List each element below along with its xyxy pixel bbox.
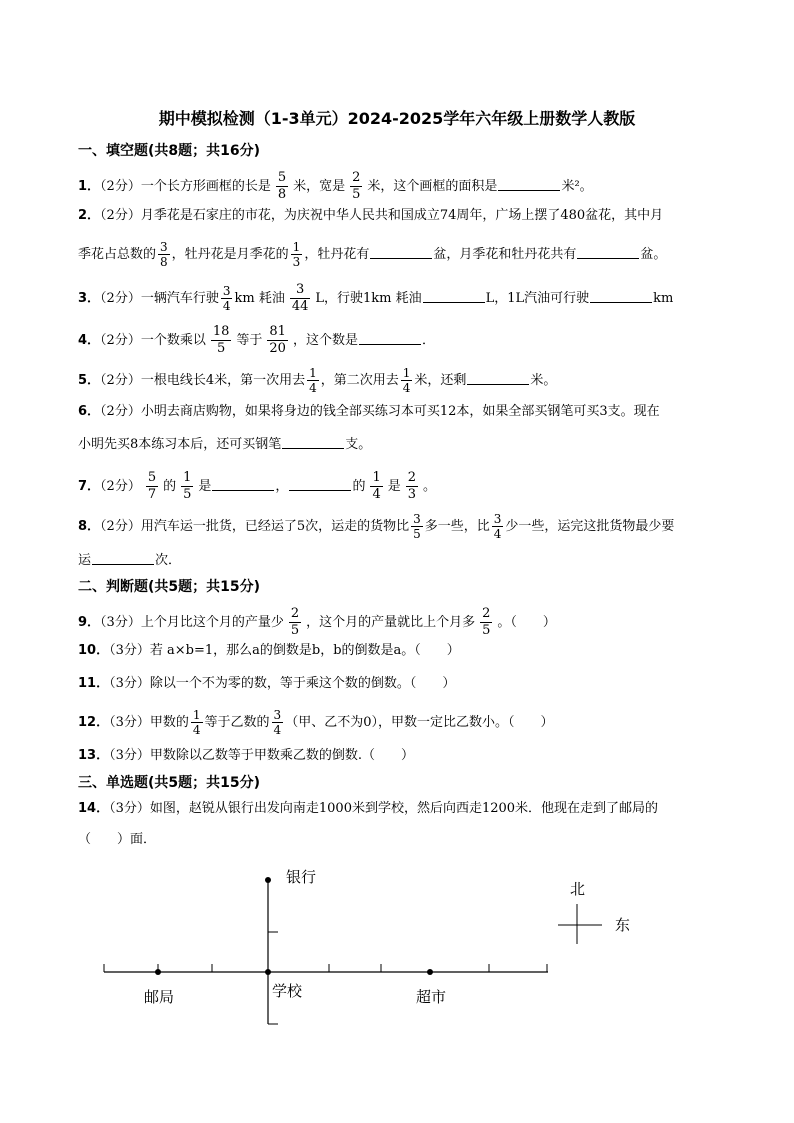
fraction bbox=[181, 470, 193, 503]
answer-blank[interactable] bbox=[498, 176, 560, 191]
question-text: 盆。 bbox=[640, 247, 667, 262]
numerator: 3 bbox=[493, 512, 502, 526]
fraction bbox=[211, 324, 232, 357]
question-score: （3分） bbox=[109, 676, 150, 691]
question-number: 2． bbox=[78, 208, 101, 223]
question-score: （2分） bbox=[100, 291, 141, 306]
answer-blank[interactable] bbox=[212, 476, 274, 491]
denominator: 8 bbox=[277, 187, 287, 202]
question-text: ． bbox=[421, 333, 435, 348]
post-office-label: 邮局 bbox=[144, 988, 175, 1006]
question-text: 多一些，比 bbox=[424, 519, 490, 534]
denominator: 20 bbox=[269, 341, 286, 356]
supermarket-label: 超市 bbox=[416, 988, 447, 1006]
answer-blank[interactable] bbox=[359, 330, 421, 345]
direction-diagram bbox=[100, 860, 660, 1030]
question-score: （2分） bbox=[100, 208, 141, 223]
question-14-line-1 bbox=[78, 799, 658, 819]
question-text: 。 bbox=[423, 479, 437, 494]
question-score: （2分） bbox=[100, 333, 141, 348]
bank-label: 银行 bbox=[286, 868, 317, 886]
question-text: ， bbox=[275, 479, 289, 494]
question-text: 米。 bbox=[530, 373, 557, 388]
question-3 bbox=[78, 282, 673, 315]
page-title: 期中模拟检测（1-3单元）2024-2025学年六年级上册数学人教版 bbox=[158, 109, 636, 128]
question-text: 运 bbox=[78, 553, 92, 568]
question-number: 13． bbox=[78, 748, 110, 763]
question-text: 的 bbox=[352, 479, 366, 494]
question-text: 米，还剩 bbox=[414, 373, 467, 388]
question-text: 盆，月季花和牡丹花共有 bbox=[433, 247, 577, 262]
numerator: 1 bbox=[309, 366, 317, 380]
numerator: 3 bbox=[273, 708, 282, 722]
denominator: 5 bbox=[352, 187, 361, 202]
question-score: （2分） bbox=[100, 519, 141, 534]
numerator: 1 bbox=[402, 366, 411, 380]
denominator: 4 bbox=[309, 381, 317, 395]
denominator: 4 bbox=[222, 299, 231, 313]
question-8-line-2 bbox=[78, 550, 181, 571]
numerator: 5 bbox=[147, 470, 157, 485]
question-text: （ ）面． bbox=[78, 832, 157, 847]
answer-blank[interactable] bbox=[577, 244, 639, 259]
fraction bbox=[221, 284, 233, 313]
question-text: 除以一个不为零的数，等于乘这个数的倒数。（ ） bbox=[149, 676, 456, 691]
question-text: km 耗油 bbox=[234, 291, 285, 306]
question-text: 等于乙数的 bbox=[204, 715, 270, 730]
question-text: L，行驶1km 耗油 bbox=[315, 291, 422, 306]
denominator: 5 bbox=[183, 487, 192, 502]
question-text: 是 bbox=[198, 479, 212, 494]
question-6-line-1 bbox=[78, 402, 660, 422]
question-text: 若 a×b=1，那么a的倒数是b，b的倒数是a。（ ） bbox=[149, 643, 460, 658]
numerator: 5 bbox=[277, 170, 287, 185]
fraction bbox=[307, 366, 319, 395]
fraction bbox=[267, 324, 288, 357]
question-14-line-2 bbox=[78, 830, 156, 850]
question-text: 用汽车运一批货，已经运了5次，运走的货物比 bbox=[140, 519, 410, 534]
answer-blank[interactable] bbox=[370, 244, 432, 259]
question-text: 月季花是石家庄的市花，为庆祝中华人民共和国成立74周年，广场上摆了480盆花，其中月 bbox=[140, 208, 664, 223]
fraction bbox=[370, 470, 382, 503]
question-text: 甲数的 bbox=[149, 715, 189, 730]
numerator: 1 bbox=[192, 708, 201, 722]
question-11 bbox=[78, 674, 455, 694]
numerator: 1 bbox=[183, 470, 192, 485]
question-13 bbox=[78, 746, 414, 766]
numerator: 3 bbox=[290, 282, 311, 299]
question-text: 一个数乘以 bbox=[140, 333, 206, 348]
question-number: 7． bbox=[78, 479, 101, 494]
fraction bbox=[350, 170, 362, 203]
question-4 bbox=[78, 324, 435, 357]
question-number: 8． bbox=[78, 519, 101, 534]
numerator: 2 bbox=[290, 606, 300, 621]
answer-blank[interactable] bbox=[467, 370, 529, 385]
question-text: 是 bbox=[387, 479, 401, 494]
fraction bbox=[411, 512, 423, 541]
question-score: （3分） bbox=[109, 801, 150, 816]
question-text: km bbox=[653, 291, 674, 306]
question-score: （2分） bbox=[100, 404, 141, 419]
numerator: 18 bbox=[212, 324, 230, 339]
question-number: 6． bbox=[78, 404, 101, 419]
question-score: （2分） bbox=[100, 479, 141, 494]
fraction bbox=[291, 240, 303, 269]
question-text: 米，这个画框的面积是 bbox=[367, 179, 498, 194]
question-text: 小明去商店购物，如果将身边的钱全部买练习本可买12本，如果全部买钢笔可买3支。现在 bbox=[140, 404, 660, 419]
question-number: 1． bbox=[78, 179, 101, 194]
numerator: 81 bbox=[269, 324, 286, 339]
bank-point bbox=[265, 877, 271, 883]
denominator: 3 bbox=[407, 487, 417, 502]
question-text: ，牡丹花有 bbox=[304, 247, 370, 262]
fraction bbox=[272, 708, 284, 737]
question-text: 米²。 bbox=[561, 179, 593, 194]
question-text: 次． bbox=[155, 553, 182, 568]
school-label: 学校 bbox=[272, 982, 303, 1000]
question-number: 14． bbox=[78, 801, 110, 816]
fraction bbox=[406, 470, 418, 503]
numerator: 3 bbox=[222, 284, 231, 298]
question-number: 11． bbox=[78, 676, 110, 691]
answer-blank[interactable] bbox=[92, 550, 154, 565]
denominator: 4 bbox=[493, 527, 502, 541]
question-text: 支。 bbox=[345, 437, 372, 452]
question-score: （2分） bbox=[100, 179, 141, 194]
section-heading-fill-in: 一、填空题(共8题；共16分) bbox=[78, 143, 261, 159]
question-score: （3分） bbox=[109, 748, 150, 763]
question-10 bbox=[78, 641, 460, 661]
question-text: 一个长方形画框的长是 bbox=[140, 179, 271, 194]
numerator: 2 bbox=[407, 470, 417, 485]
denominator: 5 bbox=[413, 527, 421, 541]
denominator: 5 bbox=[290, 623, 300, 638]
numerator: 3 bbox=[413, 512, 421, 526]
post-office-point bbox=[155, 969, 161, 975]
question-number: 12． bbox=[78, 715, 110, 730]
question-text: 米，宽是 bbox=[293, 179, 346, 194]
numerator: 1 bbox=[372, 470, 381, 485]
question-text: L，1L汽油可行驶 bbox=[485, 291, 590, 306]
question-number: 5． bbox=[78, 373, 101, 388]
fraction bbox=[191, 708, 203, 737]
question-number: 3． bbox=[78, 291, 101, 306]
question-text: 的 bbox=[163, 479, 177, 494]
fraction bbox=[401, 366, 413, 395]
answer-blank[interactable] bbox=[590, 288, 652, 303]
question-text: 一辆汽车行驶 bbox=[140, 291, 219, 306]
question-text: 等于 bbox=[236, 333, 263, 348]
question-12 bbox=[78, 708, 553, 737]
question-text: ，牡丹花是月季花的 bbox=[171, 247, 289, 262]
question-text: 甲数除以乙数等于甲数乘乙数的倒数.（ ） bbox=[149, 748, 415, 763]
numerator: 2 bbox=[352, 170, 361, 185]
numerator: 1 bbox=[292, 240, 301, 254]
denominator: 3 bbox=[292, 255, 301, 269]
question-text: 小明先买8本练习本后，还可买钢笔 bbox=[78, 437, 282, 452]
question-text: 如图，赵锐从银行出发向南走1000米到学校，然后向西走1200米．他现在走到了邮局的 bbox=[149, 801, 659, 816]
question-text: （甲、乙不为0），甲数一定比乙数小。（ ） bbox=[285, 715, 554, 730]
question-number: 10． bbox=[78, 643, 110, 658]
fraction bbox=[480, 606, 492, 639]
denominator: 4 bbox=[402, 381, 411, 395]
fraction bbox=[146, 470, 158, 503]
answer-blank[interactable] bbox=[282, 434, 344, 449]
section-heading-true-false: 二、判断题(共5题；共15分) bbox=[78, 579, 261, 595]
denominator: 4 bbox=[192, 723, 201, 737]
question-score: （3分） bbox=[109, 643, 150, 658]
denominator: 44 bbox=[291, 299, 309, 314]
question-text: 少一些，运完这批货物最少要 bbox=[505, 519, 675, 534]
question-score: （3分） bbox=[109, 715, 150, 730]
fraction bbox=[289, 606, 301, 639]
fraction bbox=[492, 512, 504, 541]
question-5 bbox=[78, 366, 556, 395]
question-score: （3分） bbox=[100, 615, 141, 630]
denominator: 7 bbox=[147, 487, 157, 502]
compass-north-label: 北 bbox=[570, 880, 586, 898]
question-text: ，第二次用去 bbox=[320, 373, 399, 388]
answer-blank[interactable] bbox=[289, 476, 351, 491]
fraction bbox=[276, 170, 288, 203]
fraction bbox=[158, 240, 170, 269]
supermarket-point bbox=[427, 969, 433, 975]
question-text: 。（ ） bbox=[497, 615, 556, 630]
question-1 bbox=[78, 170, 593, 203]
question-7 bbox=[78, 470, 436, 503]
section-heading-single-choice: 三、单选题(共5题；共15分) bbox=[78, 775, 261, 791]
question-2-line-1 bbox=[78, 206, 663, 226]
denominator: 5 bbox=[216, 341, 226, 356]
question-score: （2分） bbox=[100, 373, 141, 388]
question-text: 季花占总数的 bbox=[78, 247, 157, 262]
denominator: 4 bbox=[273, 723, 282, 737]
question-text: ，这个月的产量就比上个月多 bbox=[306, 615, 476, 630]
numerator: 3 bbox=[160, 240, 168, 254]
denominator: 5 bbox=[482, 623, 491, 638]
question-9 bbox=[78, 606, 556, 639]
fraction bbox=[290, 282, 311, 315]
question-text: ，这个数是 bbox=[292, 333, 358, 348]
question-text: 一根电线长4米，第一次用去 bbox=[140, 373, 306, 388]
question-2-line-2 bbox=[78, 240, 666, 269]
compass-east-label: 东 bbox=[615, 916, 631, 934]
denominator: 4 bbox=[372, 487, 381, 502]
numerator: 2 bbox=[482, 606, 491, 621]
denominator: 8 bbox=[160, 255, 168, 269]
question-number: 9． bbox=[78, 615, 101, 630]
question-text: 上个月比这个月的产量少 bbox=[140, 615, 284, 630]
answer-blank[interactable] bbox=[423, 288, 485, 303]
question-number: 4． bbox=[78, 333, 101, 348]
school-point bbox=[265, 969, 271, 975]
question-6-line-2 bbox=[78, 434, 371, 455]
question-8-line-1 bbox=[78, 512, 674, 541]
